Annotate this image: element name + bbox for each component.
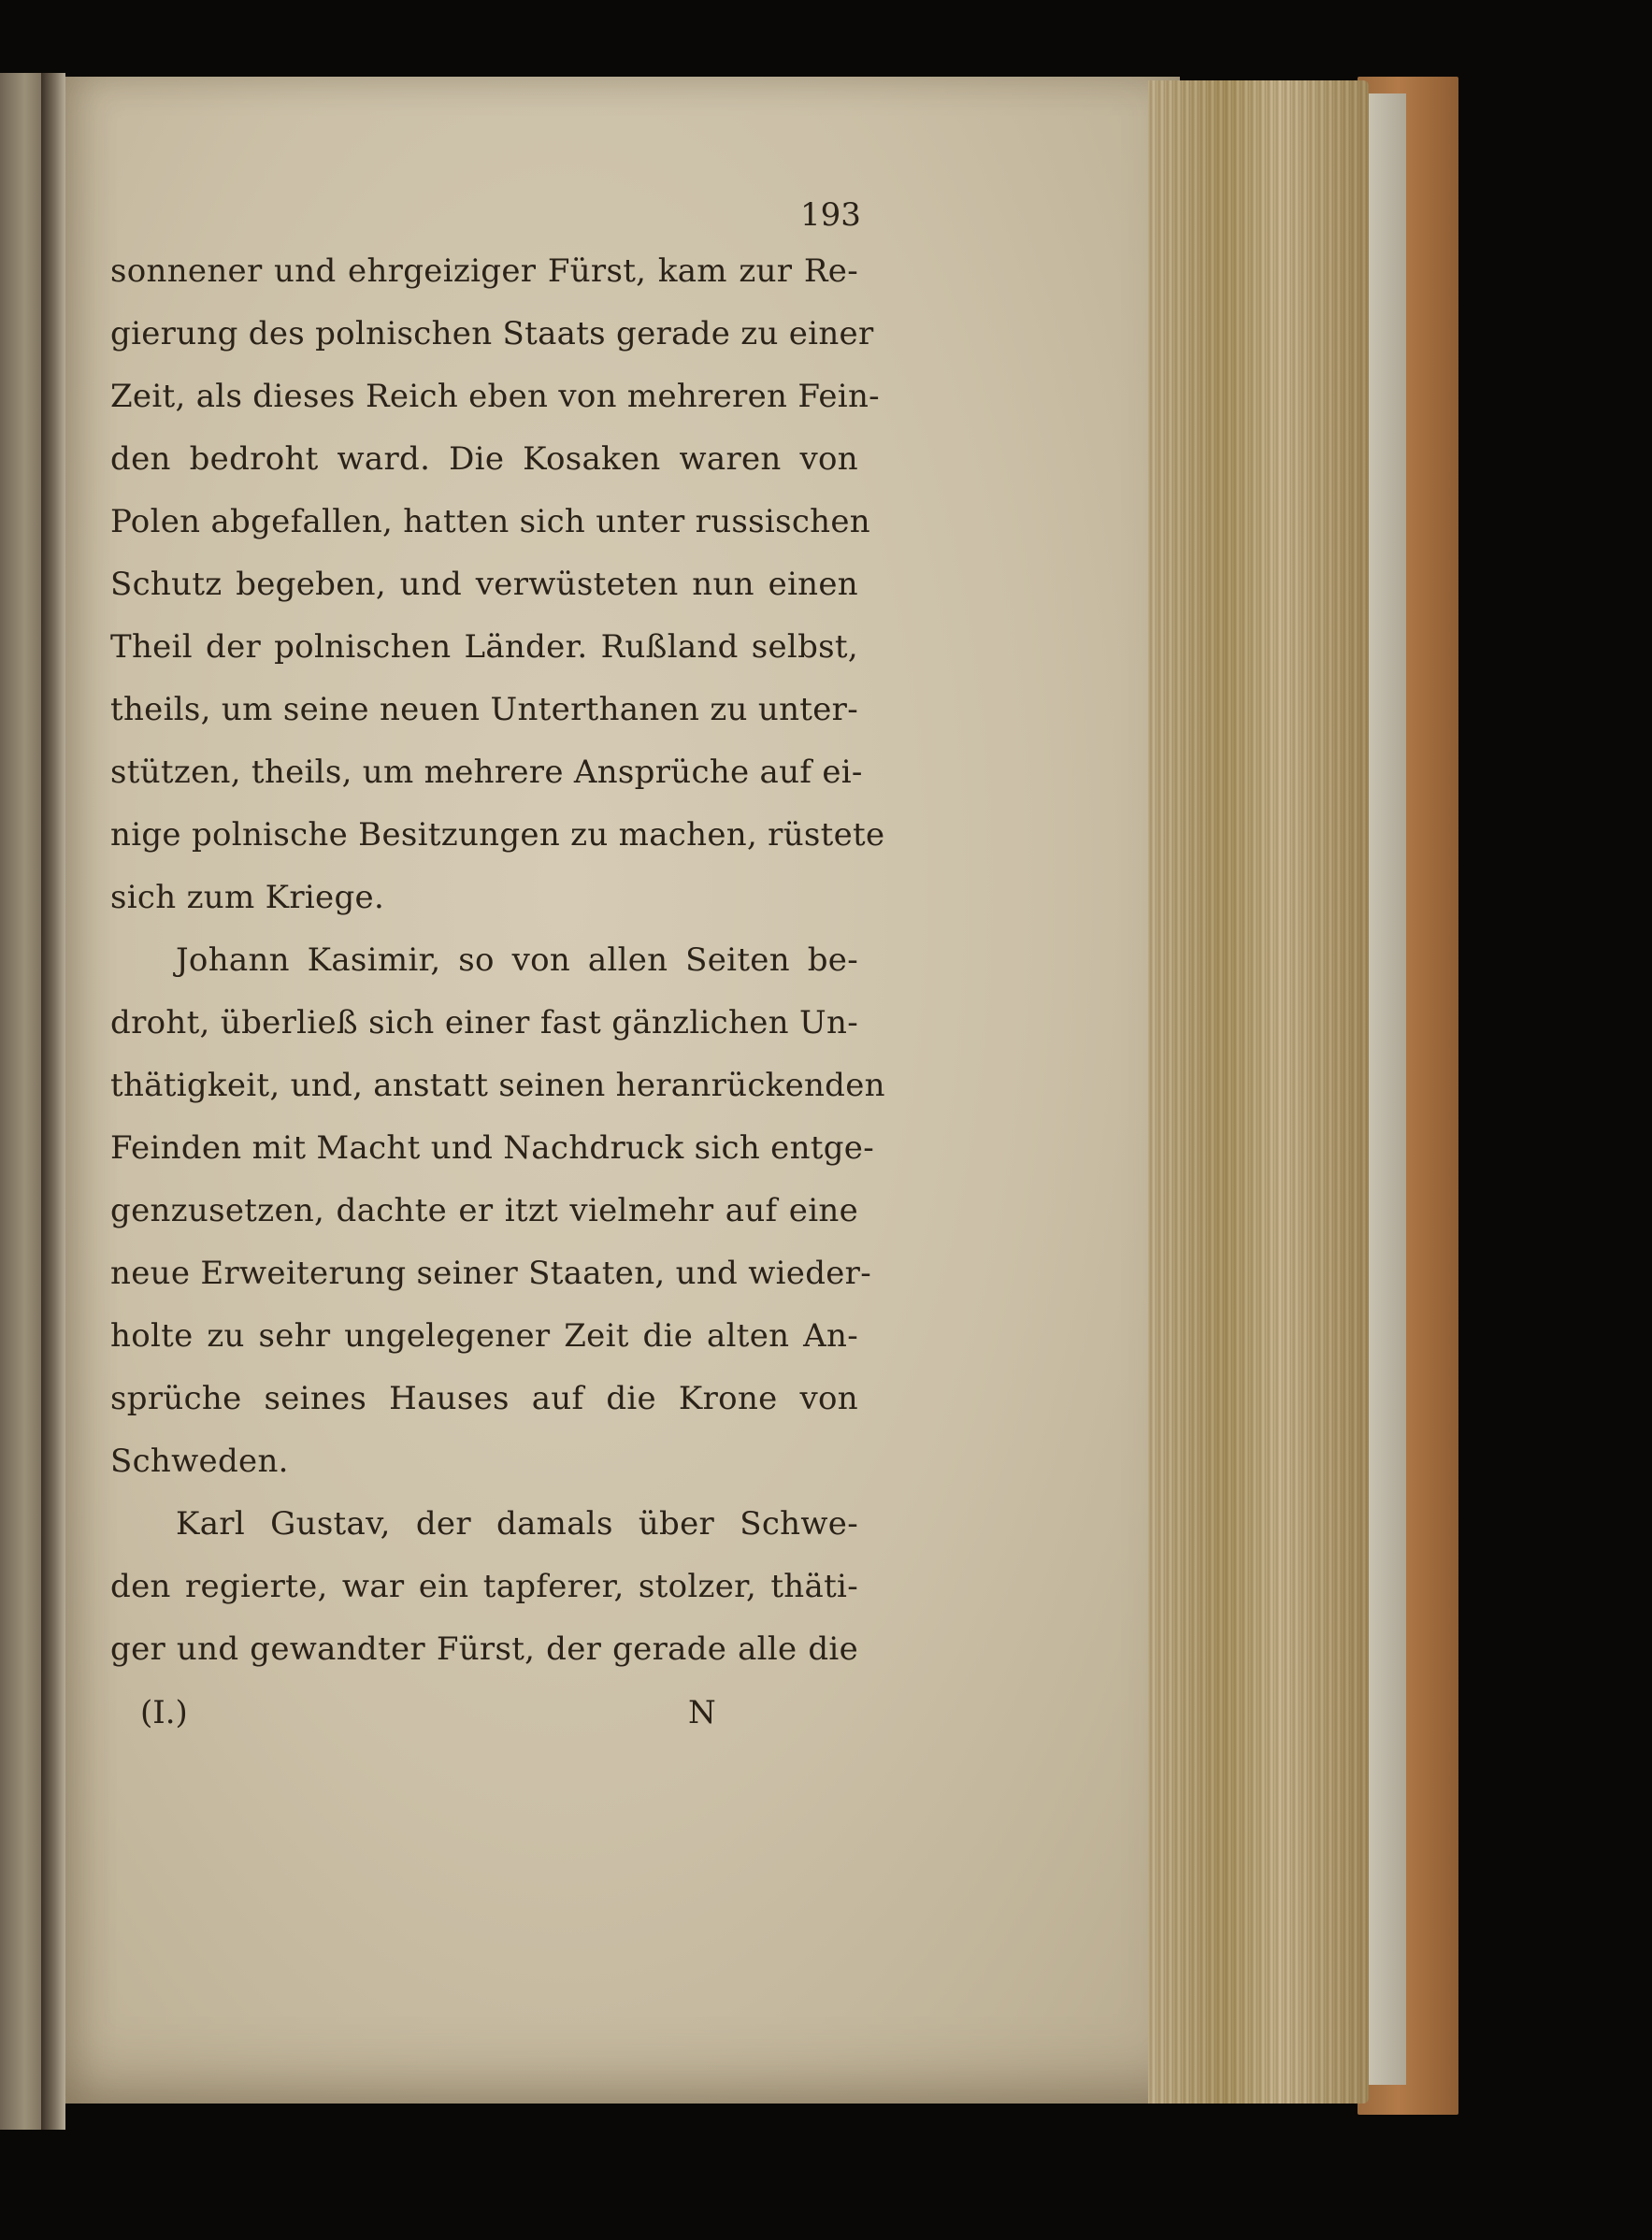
- text-line: sprüche seines Hauses auf die Krone von: [110, 1380, 858, 1417]
- text-line: Zeit, als dieses Reich eben von mehreren Fein-: [110, 378, 880, 415]
- text-line: genzusetzen, dachte er itzt vielmehr auf eine: [110, 1192, 858, 1229]
- page-number: 193: [800, 196, 861, 234]
- text-line: sonnener und ehrgeiziger Fürst, kam zur Re-: [110, 252, 858, 290]
- text-block-fore-edge: [1148, 80, 1369, 2104]
- verso-page-edge: [0, 73, 45, 2130]
- cover-endpaper: [1367, 93, 1406, 2085]
- text-line: holte zu sehr ungelegener Zeit die alten An-: [110, 1317, 858, 1355]
- text-line: theils, um seine neuen Unterthanen zu unter-: [110, 691, 858, 728]
- signature-mark: (I.): [140, 1694, 188, 1731]
- text-line: Polen abgefallen, hatten sich unter russischen: [110, 503, 870, 540]
- text-line: neue Erweiterung seiner Staaten, und wieder-: [110, 1255, 872, 1292]
- text-line: gierung des polnischen Staats gerade zu einer: [110, 315, 874, 352]
- text-line: ger und gewandter Fürst, der gerade alle die: [110, 1630, 858, 1668]
- text-line: Schweden.: [110, 1443, 289, 1480]
- book-gutter: [41, 73, 65, 2130]
- text-line: Theil der polnischen Länder. Rußland selbst,: [110, 628, 858, 666]
- text-line: den regierte, war ein tapferer, stolzer, thäti-: [110, 1568, 858, 1605]
- text-line: den bedroht ward. Die Kosaken waren von: [110, 440, 858, 478]
- text-line: droht, überließ sich einer fast gänzlichen Un-: [110, 1004, 858, 1041]
- text-line: Karl Gustav, der damals über Schwe-: [176, 1505, 858, 1543]
- text-line: Feinden mit Macht und Nachdruck sich entge-: [110, 1129, 875, 1167]
- text-line: stützen, theils, um mehrere Ansprüche auf ei-: [110, 754, 863, 791]
- gathering-letter: N: [688, 1694, 716, 1731]
- text-line: nige polnische Besitzungen zu machen, rüstete: [110, 816, 885, 854]
- text-line: thätigkeit, und, anstatt seinen heranrückenden: [110, 1067, 885, 1104]
- text-line: Johann Kasimir, so von allen Seiten be-: [176, 941, 858, 979]
- text-line: Schutz begeben, und verwüsteten nun einen: [110, 566, 858, 603]
- text-line: sich zum Kriege.: [110, 879, 385, 916]
